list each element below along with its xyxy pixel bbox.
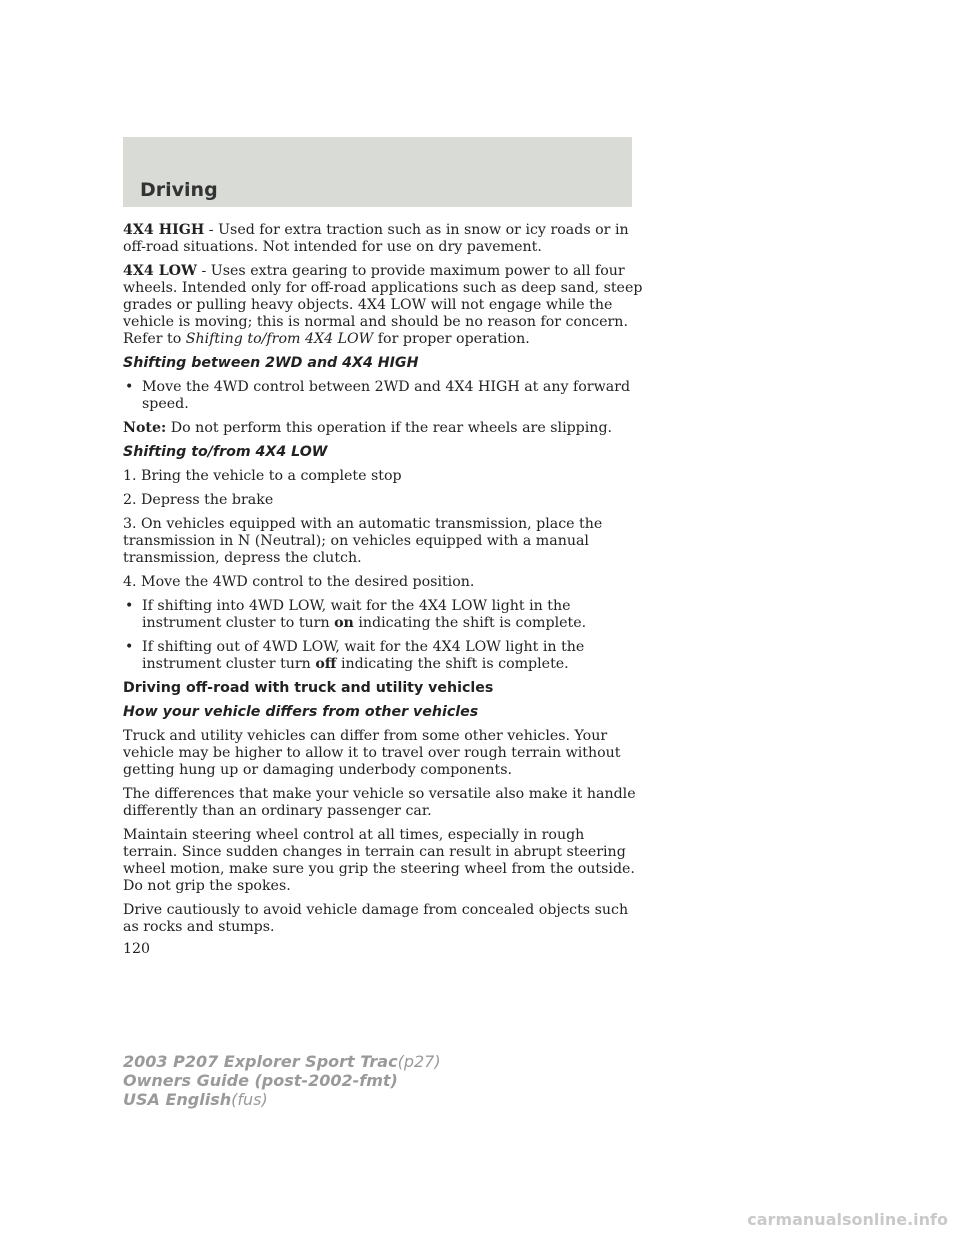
- footer-model: 2003 P207 Explorer Sport Trac: [123, 1052, 398, 1071]
- footer-lang-code: (fus): [231, 1090, 268, 1109]
- desc-4x4-low-end: for proper operation.: [373, 331, 530, 347]
- paragraph-4x4-high: [123, 222, 643, 256]
- paragraph: Truck and utility vehicles can differ from some other vehicles. Your vehicle may be higher to allow it to travel over rough terrain without getting hung up or damaging underbody components.: [123, 728, 621, 778]
- bullet-icon: •: [125, 639, 134, 655]
- desc-4x4-low: - Uses extra gearing to provide maximum power to all four wheels. Intended only for off-road applications such as deep sand, steep grades or pulling heavy objects. 4X4 LOW will not engage while the vehicle is moving; this is normal and should be no reason for concern. Refer to: [123, 263, 643, 347]
- step-4: 4. Move the 4WD control to the desired position.: [123, 574, 475, 590]
- bullet-icon: •: [125, 379, 134, 395]
- cross-reference: Shifting to/from 4X4 LOW: [185, 331, 374, 347]
- note-label: Note:: [123, 420, 167, 436]
- page-content: [123, 222, 643, 943]
- list-item-text: Move the 4WD control between 2WD and 4X4 HIGH at any forward speed.: [142, 379, 631, 412]
- list-item: [123, 639, 643, 673]
- list-item-text-end: indicating the shift is complete.: [353, 615, 587, 631]
- footer-guide: Owners Guide (post-2002-fmt): [123, 1071, 398, 1090]
- subheading-2wd-4x4-high: Shifting between 2WD and 4X4 HIGH: [123, 355, 419, 371]
- list-item-text-end: indicating the shift is complete.: [336, 656, 569, 672]
- step-3: 3. On vehicles equipped with an automatic transmission, place the transmission in N (Neutral); on vehicles equipped with a manual transmission, depress the clutch.: [123, 516, 603, 566]
- footer-language: USA English: [123, 1090, 232, 1109]
- footer-line-3: [123, 1090, 441, 1109]
- list-item: [123, 379, 643, 413]
- list-item: [123, 598, 643, 632]
- section-heading-off-road: Driving off-road with truck and utility vehicles: [123, 680, 494, 696]
- note-text: Do not perform this operation if the rear wheels are slipping.: [166, 420, 613, 436]
- subheading-4x4-low: Shifting to/from 4X4 LOW: [123, 444, 328, 460]
- document-footer: [123, 1052, 441, 1109]
- paragraph: Drive cautiously to avoid vehicle damage from concealed objects such as rocks and stumps.: [123, 902, 629, 935]
- footer-code: (p27): [397, 1052, 441, 1071]
- emphasis-on: on: [334, 615, 354, 631]
- paragraph: The differences that make your vehicle so versatile also make it handle differently than an ordinary passenger car.: [123, 786, 636, 819]
- list-item-text: If shifting into 4WD LOW, wait for the 4X4 LOW light in the instrument cluster to turn: [142, 598, 571, 631]
- term-4x4-high: 4X4 HIGH: [123, 222, 205, 238]
- paragraph: Maintain steering wheel control at all times, especially in rough terrain. Since sudden changes in terrain can result in abrupt steering wheel motion, make sure you grip the steering wheel from the outside. Do not grip the spokes.: [123, 827, 635, 894]
- paragraph-4x4-low: [123, 263, 643, 348]
- term-4x4-low: 4X4 LOW: [123, 263, 197, 279]
- desc-4x4-high: - Used for extra traction such as in snow or icy roads or in off-road situations. Not intended for use on dry pavement.: [123, 222, 629, 255]
- list-item-text: If shifting out of 4WD LOW, wait for the 4X4 LOW light in the instrument cluster turn: [142, 639, 585, 672]
- step-2: 2. Depress the brake: [123, 492, 274, 508]
- note: [123, 420, 643, 437]
- bullet-icon: •: [125, 598, 134, 614]
- page-number: 120: [123, 941, 151, 957]
- chapter-title: Driving: [140, 179, 218, 201]
- emphasis-off: off: [315, 656, 337, 672]
- subheading-vehicle-differs: How your vehicle differs from other vehicles: [123, 704, 479, 720]
- footer-line-2: [123, 1071, 441, 1090]
- footer-line-1: [123, 1052, 441, 1071]
- step-1: 1. Bring the vehicle to a complete stop: [123, 468, 402, 484]
- chapter-header: [123, 137, 632, 207]
- watermark: carmanualsonline.info: [747, 1210, 948, 1229]
